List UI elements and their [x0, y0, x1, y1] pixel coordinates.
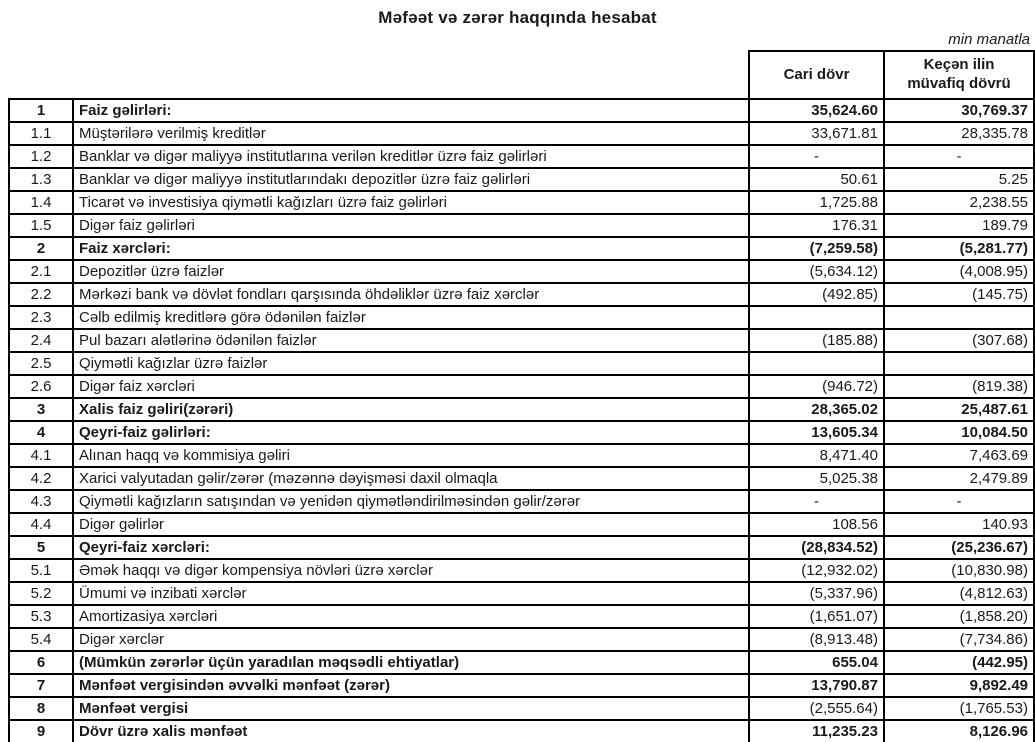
table-row [9, 375, 1034, 398]
column-header-current: Cari dövr [749, 51, 884, 99]
table-row [9, 329, 1034, 352]
table-row [9, 559, 1034, 582]
row-number: 1 [9, 99, 73, 122]
value-previous: (4,008.95) [884, 260, 1034, 283]
table-row [9, 536, 1034, 559]
row-number: 5.1 [9, 559, 73, 582]
value-previous: 7,463.69 [884, 444, 1034, 467]
value-current: 35,624.60 [749, 99, 884, 122]
value-current: 8,471.40 [749, 444, 884, 467]
row-number: 2.5 [9, 352, 73, 375]
value-current: (5,337.96) [749, 582, 884, 605]
table-row [9, 697, 1034, 720]
row-label: Cəlb edilmiş kreditlərə görə ödənilən faizlər [73, 306, 749, 329]
row-label: Müştərilərə verilmiş kreditlər [73, 122, 749, 145]
unit-note: min manatla [948, 31, 1030, 48]
value-current: (1,651.07) [749, 605, 884, 628]
row-number: 5 [9, 536, 73, 559]
column-header-previous-line2: müvafiq dövrü [907, 75, 1011, 92]
row-label: Qiymətli kağızların satışından və yenidən qiymətləndirilməsindən gəlir/zərər [73, 490, 749, 513]
table-row [9, 260, 1034, 283]
value-previous: 140.93 [884, 513, 1034, 536]
value-current: - [749, 490, 884, 513]
row-label: Banklar və digər maliyyə institutlarındakı depozitlər üzrə faiz gəlirləri [73, 168, 749, 191]
row-label: Pul bazarı alətlərinə ödənilən faizlər [73, 329, 749, 352]
table-row [9, 398, 1034, 421]
value-previous: (442.95) [884, 651, 1034, 674]
header-row [9, 51, 1034, 99]
value-current: 11,235.23 [749, 720, 884, 742]
value-previous: 2,479.89 [884, 467, 1034, 490]
table-row [9, 145, 1034, 168]
column-header-previous [884, 51, 1034, 99]
value-previous: 28,335.78 [884, 122, 1034, 145]
row-number: 1.2 [9, 145, 73, 168]
table-row [9, 352, 1034, 375]
row-label: Ümumi və inzibati xərclər [73, 582, 749, 605]
row-number: 7 [9, 674, 73, 697]
row-number: 5.4 [9, 628, 73, 651]
value-previous: (1,858.20) [884, 605, 1034, 628]
row-label: Digər gəlirlər [73, 513, 749, 536]
value-previous: (4,812.63) [884, 582, 1034, 605]
row-label: Banklar və digər maliyyə institutlarına verilən kreditlər üzrə faiz gəlirləri [73, 145, 749, 168]
value-current: - [749, 145, 884, 168]
value-previous: (7,734.86) [884, 628, 1034, 651]
value-previous: 8,126.96 [884, 720, 1034, 742]
value-current: 50.61 [749, 168, 884, 191]
value-previous [884, 352, 1034, 375]
value-current: (185.88) [749, 329, 884, 352]
row-label: Mərkəzi bank və dövlət fondları qarşısında öhdəliklər üzrə faiz xərclər [73, 283, 749, 306]
header-spacer [9, 51, 749, 99]
row-label: Qiymətli kağızlar üzrə faizlər [73, 352, 749, 375]
table-row [9, 237, 1034, 260]
row-label: Mənfəət vergisi [73, 697, 749, 720]
value-previous: 9,892.49 [884, 674, 1034, 697]
table-row [9, 605, 1034, 628]
row-label: Əmək haqqı və digər kompensiya növləri üzrə xərclər [73, 559, 749, 582]
value-previous [884, 306, 1034, 329]
row-label: (Mümkün zərərlər üçün yaradılan məqsədli ehtiyatlar) [73, 651, 749, 674]
row-number: 1.5 [9, 214, 73, 237]
table-row [9, 168, 1034, 191]
value-current: 108.56 [749, 513, 884, 536]
value-previous: (1,765.53) [884, 697, 1034, 720]
value-current: (7,259.58) [749, 237, 884, 260]
value-previous: (819.38) [884, 375, 1034, 398]
row-number: 4.4 [9, 513, 73, 536]
row-label: Digər faiz xərcləri [73, 375, 749, 398]
profit-loss-table [8, 50, 1035, 742]
row-number: 8 [9, 697, 73, 720]
value-current: (28,834.52) [749, 536, 884, 559]
value-previous: - [884, 145, 1034, 168]
row-number: 5.2 [9, 582, 73, 605]
table-row [9, 490, 1034, 513]
row-number: 4 [9, 421, 73, 444]
value-current: (12,932.02) [749, 559, 884, 582]
value-current: 28,365.02 [749, 398, 884, 421]
row-number: 1.3 [9, 168, 73, 191]
table-body [9, 99, 1034, 742]
table-row [9, 214, 1034, 237]
value-current: 13,605.34 [749, 421, 884, 444]
value-previous: (25,236.67) [884, 536, 1034, 559]
row-label: Depozitlər üzrə faizlər [73, 260, 749, 283]
value-current: 1,725.88 [749, 191, 884, 214]
report-title: Məfəət və zərər haqqında hesabat [378, 8, 657, 27]
row-label: Xalis faiz gəliri(zərəri) [73, 398, 749, 421]
row-number: 1.1 [9, 122, 73, 145]
row-number: 4.2 [9, 467, 73, 490]
value-current: 33,671.81 [749, 122, 884, 145]
row-number: 3 [9, 398, 73, 421]
table-row [9, 628, 1034, 651]
table-row [9, 99, 1034, 122]
row-number: 4.3 [9, 490, 73, 513]
row-label: Digər xərclər [73, 628, 749, 651]
value-previous: 2,238.55 [884, 191, 1034, 214]
row-label: Qeyri-faiz gəlirləri: [73, 421, 749, 444]
value-previous: 189.79 [884, 214, 1034, 237]
value-previous: (307.68) [884, 329, 1034, 352]
value-current: 176.31 [749, 214, 884, 237]
row-number: 1.4 [9, 191, 73, 214]
table-row [9, 306, 1034, 329]
row-number: 5.3 [9, 605, 73, 628]
value-current [749, 306, 884, 329]
table-row [9, 421, 1034, 444]
value-current: 5,025.38 [749, 467, 884, 490]
row-label: Dövr üzrə xalis mənfəət [73, 720, 749, 742]
row-number: 4.1 [9, 444, 73, 467]
value-current: 655.04 [749, 651, 884, 674]
table-row [9, 582, 1034, 605]
row-number: 6 [9, 651, 73, 674]
row-label: Mənfəət vergisindən əvvəlki mənfəət (zərər) [73, 674, 749, 697]
row-number: 9 [9, 720, 73, 742]
row-label: Alınan haqq və kommisiya gəliri [73, 444, 749, 467]
value-previous: 5.25 [884, 168, 1034, 191]
value-previous: 25,487.61 [884, 398, 1034, 421]
value-previous: (145.75) [884, 283, 1034, 306]
row-number: 2.4 [9, 329, 73, 352]
value-previous: - [884, 490, 1034, 513]
row-label: Digər faiz gəlirləri [73, 214, 749, 237]
table-row [9, 513, 1034, 536]
value-current: (5,634.12) [749, 260, 884, 283]
value-previous: (10,830.98) [884, 559, 1034, 582]
row-number: 2.1 [9, 260, 73, 283]
table-row [9, 191, 1034, 214]
value-current: (8,913.48) [749, 628, 884, 651]
table-row [9, 444, 1034, 467]
value-previous: (5,281.77) [884, 237, 1034, 260]
row-label: Amortizasiya xərcləri [73, 605, 749, 628]
value-current: (492.85) [749, 283, 884, 306]
row-number: 2.2 [9, 283, 73, 306]
table-row [9, 283, 1034, 306]
row-label: Xarici valyutadan gəlir/zərər (məzənnə dəyişməsi daxil olmaqla [73, 467, 749, 490]
value-current: (2,555.64) [749, 697, 884, 720]
value-current [749, 352, 884, 375]
row-label: Qeyri-faiz xərcləri: [73, 536, 749, 559]
row-label: Faiz xərcləri: [73, 237, 749, 260]
row-number: 2.3 [9, 306, 73, 329]
table-row [9, 467, 1034, 490]
value-previous: 10,084.50 [884, 421, 1034, 444]
row-number: 2 [9, 237, 73, 260]
row-label: Faiz gəlirləri: [73, 99, 749, 122]
value-current: (946.72) [749, 375, 884, 398]
value-current: 13,790.87 [749, 674, 884, 697]
value-previous: 30,769.37 [884, 99, 1034, 122]
row-label: Ticarət və investisiya qiymətli kağızları üzrə faiz gəlirləri [73, 191, 749, 214]
column-header-previous-line1: Keçən ilin [923, 56, 995, 74]
table-row [9, 651, 1034, 674]
table-row [9, 122, 1034, 145]
table-row [9, 720, 1034, 742]
table-row [9, 674, 1034, 697]
row-number: 2.6 [9, 375, 73, 398]
